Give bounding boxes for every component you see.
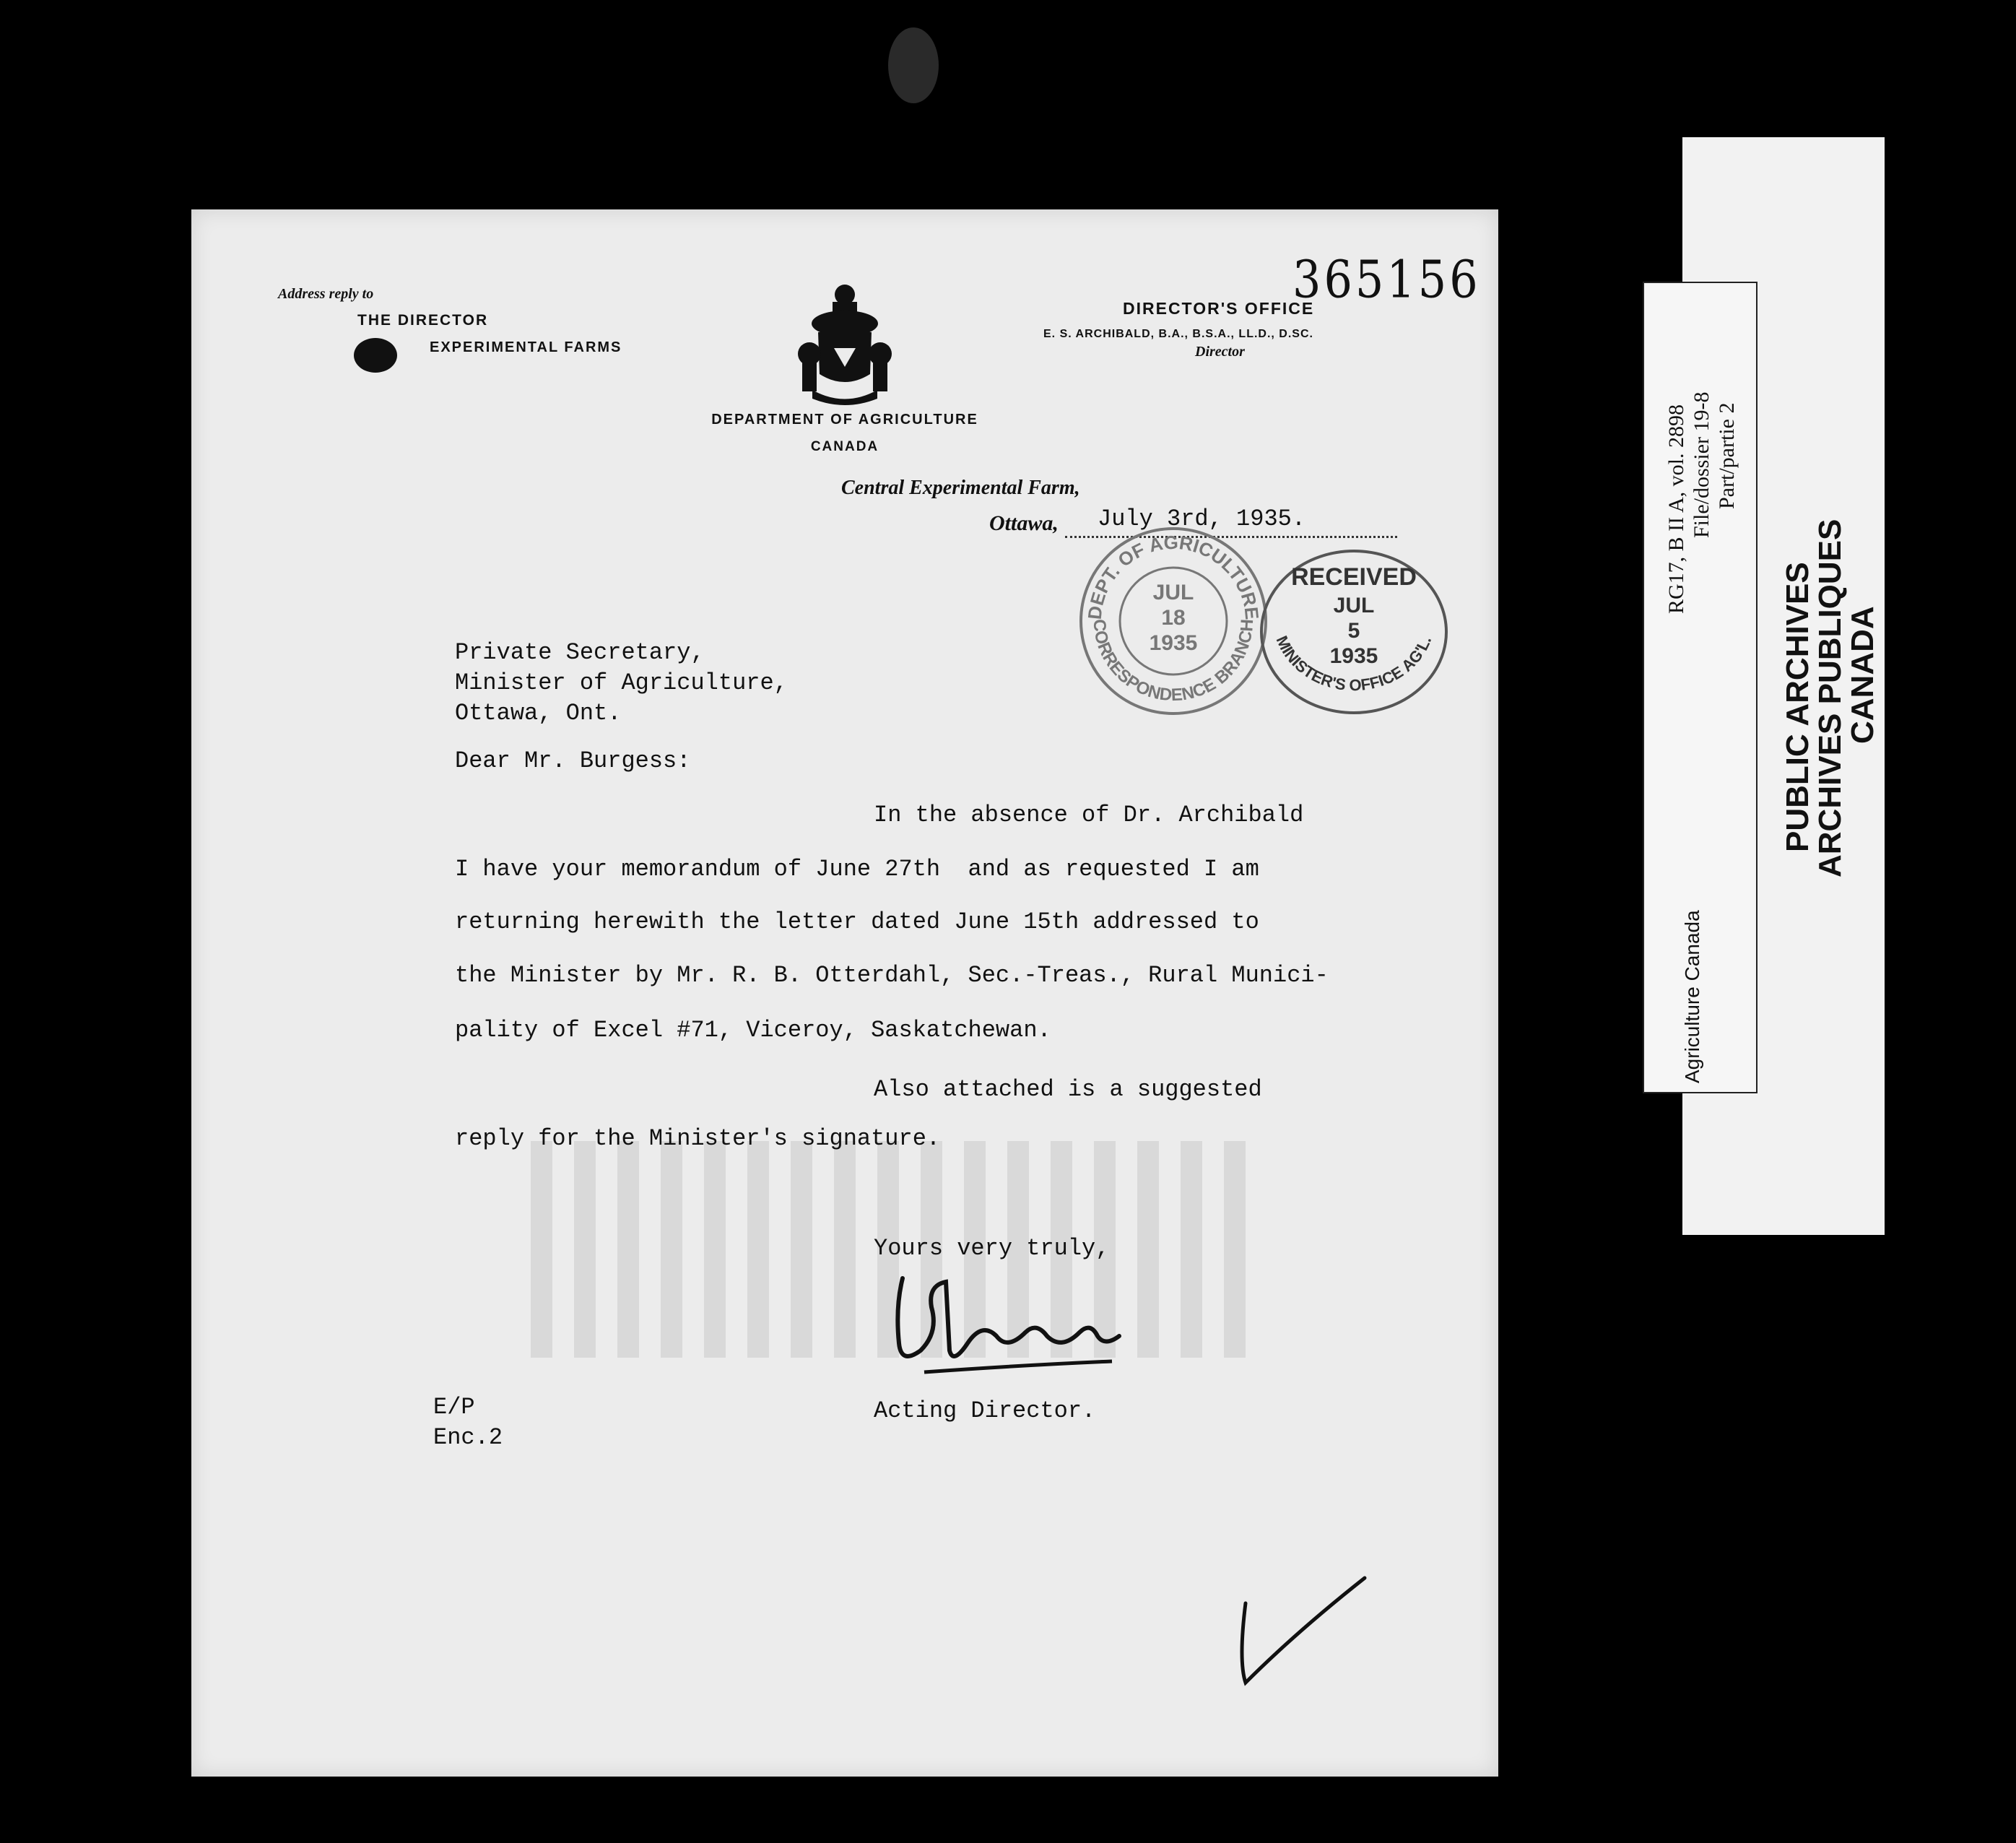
received-stamp-day: 5 xyxy=(1347,619,1360,643)
dept-stamp-month: JUL xyxy=(1152,581,1194,604)
archive-country: CANADA xyxy=(1845,606,1880,744)
document-number: 365156 xyxy=(1292,249,1481,310)
archive-name-fr: ARCHIVES PUBLIQUES xyxy=(1812,519,1848,877)
received-stamp-title: RECEIVED xyxy=(1291,563,1417,591)
body-line: returning herewith the letter dated June 15th addressed to xyxy=(455,909,1259,935)
dept-stamp-day: 18 xyxy=(1161,606,1186,630)
received-stamp-bottom: MINISTER'S OFFICE AG'L. xyxy=(1272,633,1435,695)
received-stamp-year: 1935 xyxy=(1329,644,1378,668)
archive-reference-line1: RG17, B II A, vol. 2898 xyxy=(1664,404,1688,614)
archive-reference-line3: Part/partie 2 xyxy=(1715,402,1739,509)
body-line: Also attached is a suggested xyxy=(874,1076,1262,1103)
signature-icon xyxy=(881,1264,1141,1379)
recipient-line2: Minister of Agriculture, xyxy=(455,669,788,696)
reference-line2: Enc.2 xyxy=(433,1424,503,1451)
signer-title: Acting Director. xyxy=(874,1397,1096,1424)
letter-page xyxy=(191,209,1498,1777)
correspondence-branch-stamp xyxy=(1072,520,1274,722)
reference-line1: E/P xyxy=(433,1394,475,1421)
archive-name-en: PUBLIC ARCHIVES xyxy=(1780,562,1815,852)
body-line: pality of Excel #71, Viceroy, Saskatchewan. xyxy=(455,1017,1051,1044)
office-title: DIRECTOR'S OFFICE xyxy=(1123,299,1315,318)
address-reply-label: Address reply to xyxy=(278,286,374,302)
recipient-line1: Private Secretary, xyxy=(455,639,705,666)
addressee-line2: EXPERIMENTAL FARMS xyxy=(430,339,622,355)
coat-of-arms-icon xyxy=(798,282,892,408)
place-city: Ottawa, xyxy=(989,511,1059,535)
closing: Yours very truly, xyxy=(874,1235,1110,1262)
director-name: E. S. ARCHIBALD, B.A., B.S.A., LL.D., D.SC. xyxy=(1043,328,1313,340)
addressee-line1: THE DIRECTOR xyxy=(357,312,489,329)
letter-date: July 3rd, 1935. xyxy=(1098,506,1306,532)
body-line: In the absence of Dr. Archibald xyxy=(874,802,1304,828)
body-line: the Minister by Mr. R. B. Otterdahl, Sec.-Treas., Rural Munici- xyxy=(455,962,1329,989)
check-mark-icon xyxy=(1231,1574,1376,1690)
received-stamp-month: JUL xyxy=(1333,594,1375,617)
archive-reference-line2: File/dossier 19-8 xyxy=(1690,391,1713,538)
scan-artifact xyxy=(888,27,939,103)
archive-agency: Agriculture Canada xyxy=(1681,910,1703,1083)
wax-seal-mark xyxy=(354,338,397,373)
salutation: Dear Mr. Burgess: xyxy=(455,747,691,774)
department-name: DEPARTMENT OF AGRICULTURE xyxy=(711,412,978,428)
dept-stamp-year: 1935 xyxy=(1149,631,1198,655)
director-role: Director xyxy=(1195,344,1245,360)
recipient-line3: Ottawa, Ont. xyxy=(455,700,622,727)
place-line1: Central Experimental Farm, xyxy=(841,477,1080,499)
dept-stamp-bottom-text: CORRESPONDENCE BRANCH xyxy=(1089,618,1258,706)
received-stamp xyxy=(1253,542,1455,722)
dept-stamp-top-text: DEPT. OF AGRICULTURE xyxy=(1083,531,1264,621)
department-country: CANADA xyxy=(810,439,879,454)
body-line: reply for the Minister's signature. xyxy=(455,1125,941,1152)
body-line: I have your memorandum of June 27th and as requested I am xyxy=(455,856,1259,883)
